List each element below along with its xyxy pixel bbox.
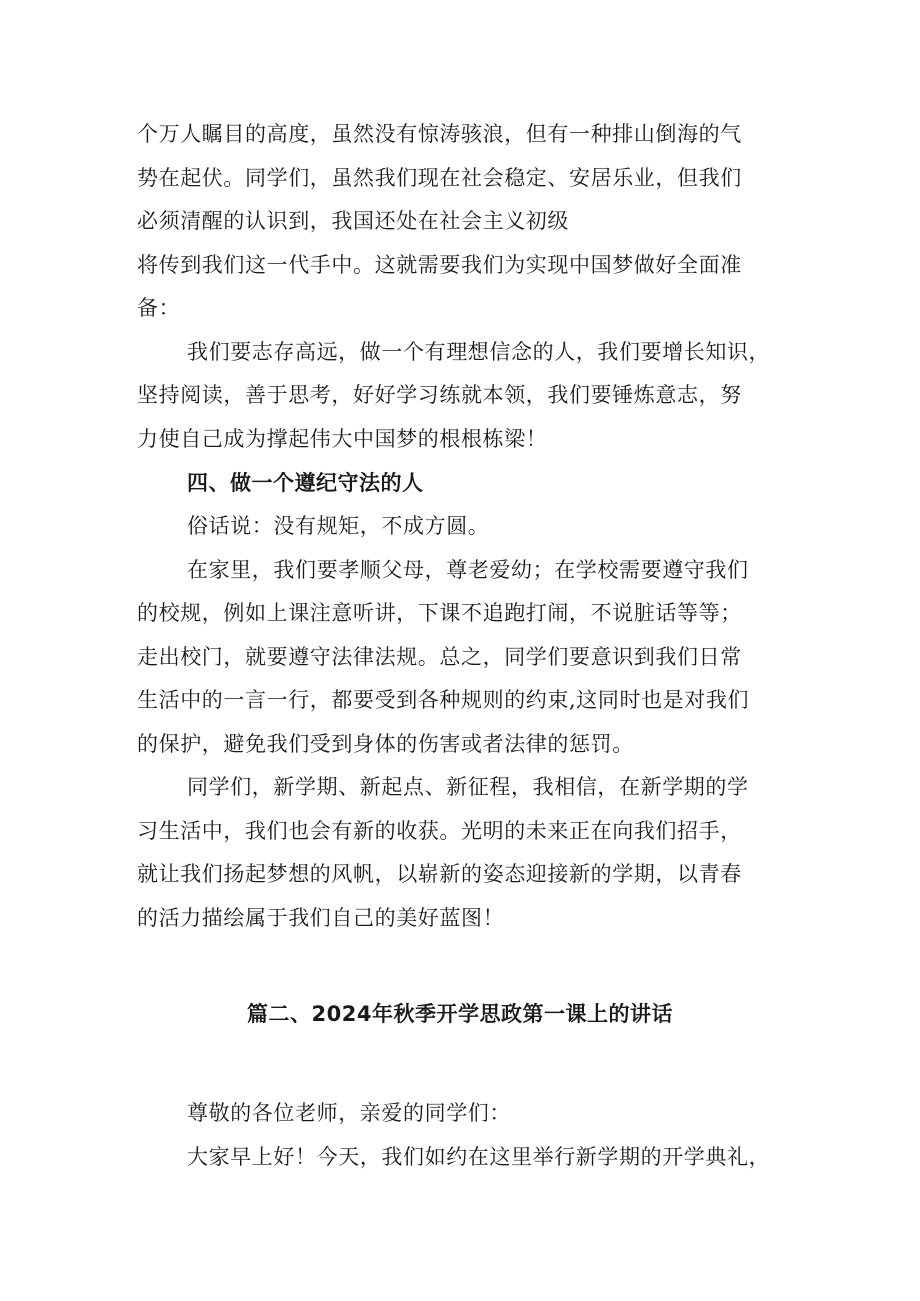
text-line: 习生活中，我们也会有新的收获。光明的未来正在向我们招手， (137, 819, 742, 843)
text-line: 的校规，例如上课注意听讲，下课不追跑打闹，不说脏话等等； (137, 601, 742, 625)
proverb-line: 俗话说：没有规矩，不成方圆。 (187, 514, 490, 538)
text-line: 在家里，我们要孝顺父母，尊老爱幼；在学校需要遵守我们 (187, 558, 749, 582)
text-line: 生活中的一言一行，都要受到各种规则的约束,这同时也是对我们 (137, 688, 750, 712)
text-line: 同学们，新学期、新起点、新征程，我相信，在新学期的学 (187, 775, 749, 799)
section-heading: 四、做一个遵纪守法的人 (187, 471, 424, 495)
text-line: 的活力描绘属于我们自己的美好蓝图！ (137, 906, 505, 930)
text-line: 个万人瞩目的高度，虽然没有惊涛骇浪，但有一种排山倒海的气 (137, 122, 742, 146)
text-line: 我们要志存高远，做一个有理想信念的人，我们要增长知识， (187, 340, 771, 364)
greeting-line: 尊敬的各位老师，亲爱的同学们： (187, 1101, 511, 1125)
text-line: 走出校门，就要遵守法律法规。总之，同学们要意识到我们日常 (137, 645, 742, 669)
text-line: 备： (137, 296, 181, 320)
text-line: 大家早上好！今天，我们如约在这里举行新学期的开学典礼， (187, 1145, 771, 1169)
text-line: 必须清醒的认识到，我国还处在社会主义初级 (137, 209, 569, 233)
text-line: 的保护，避免我们受到身体的伤害或者法律的惩罚。 (137, 732, 634, 756)
text-line: 将传到我们这一代手中。这就需要我们为实现中国梦做好全面准 (137, 253, 742, 277)
text-line: 力使自己成为撑起伟大中国梦的根根栋梁！ (137, 427, 548, 451)
text-line: 坚持阅读，善于思考，好好学习练就本领，我们要锤炼意志，努 (137, 383, 742, 407)
text-line: 势在起伏。同学们，虽然我们现在社会稳定、安居乐业，但我们 (137, 166, 742, 190)
part-title: 篇二、2024年秋季开学思政第一课上的讲话 (247, 1002, 673, 1026)
text-line: 就让我们扬起梦想的风帆，以崭新的姿态迎接新的学期，以青春 (137, 862, 742, 886)
